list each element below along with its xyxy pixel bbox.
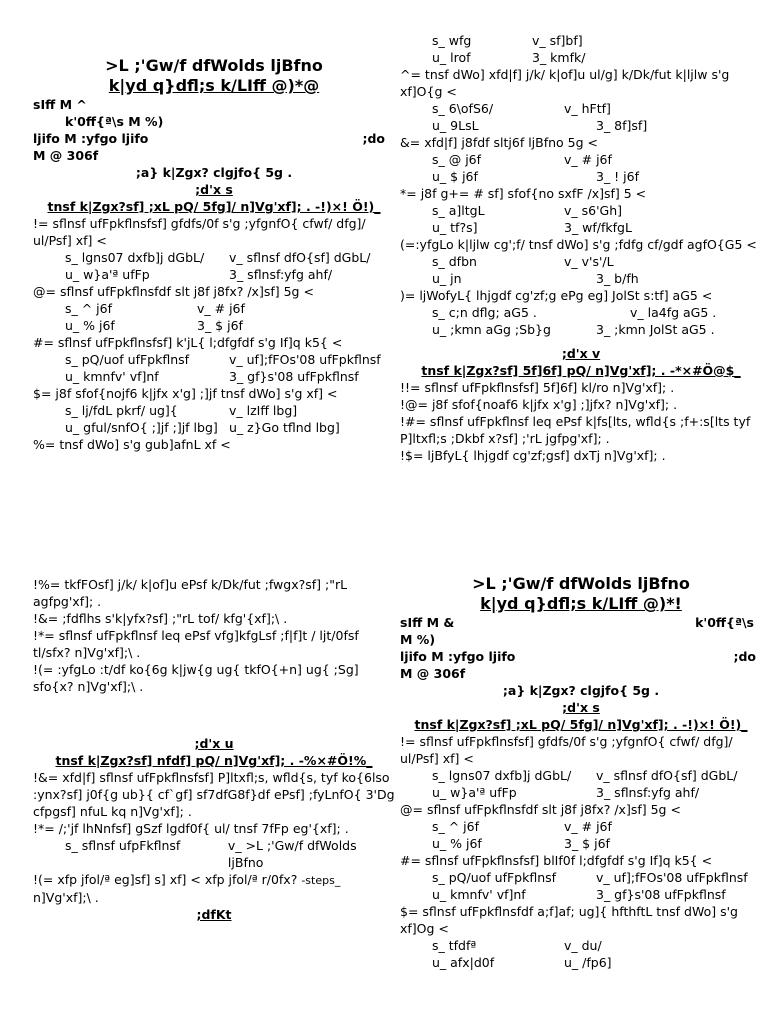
option: u_ tf?s] (432, 220, 478, 235)
option: 3_ sflnsf:yfg ahf/ (229, 267, 333, 282)
bottom-left-page (33, 576, 395, 923)
options-row (33, 249, 395, 266)
option: s_ @ j6f (432, 152, 482, 167)
options-row (400, 117, 762, 134)
option: s_ wfg (432, 33, 472, 48)
options-row (400, 49, 762, 66)
options-row (400, 202, 762, 219)
option: u_ afx|d0f (432, 955, 495, 970)
options-row (400, 835, 762, 852)
option: 3_ gf}s'08 ufFpkflnsf (229, 369, 359, 384)
question-9: (=:yfgLo k|ljlw cg';f/ tnsf dWo] s'g ;fdfg cf/gdf agfO{G5 < (400, 237, 757, 252)
options-row (400, 270, 762, 287)
option: u_ z}Go tflnd lbg] (229, 420, 340, 435)
group-heading: ;d'x s (562, 700, 600, 715)
all-compulsory-note: ;a} k|Zgx? clgjfo{ 5g . (502, 683, 660, 698)
question-1: != sflnsf ufFpkflnsfsf] gfdfs/0f s'g ;yfgnfO{ cfwf/ dfg]/ ul/Psf] xf] < (33, 216, 366, 248)
question-13: !#= sflnsf ufFpkflnsf leq ePsf k|fs[lts, wfld{s ;f+:s[lts tyf P]ltxfl;s ;Dkbf x?sf] ;'rL jgfpg'xf]; . (400, 414, 751, 446)
option: s_ c;n dflg; aG5 . (432, 305, 537, 320)
group-instruction: tnsf k|Zgx?sf] 5f]6f] pQ/ n]Vg'xf]; . -*×#Ö@$_ (421, 363, 741, 378)
option: u_ w}a'ª ufFp (432, 785, 517, 800)
option: v_ # j6f (564, 152, 612, 167)
options-row (33, 419, 395, 436)
question-3: #= sflnsf ufFpkflnsfsf] blIf0f l;dfgfdf s'g If]q k5{ < (400, 853, 713, 868)
all-compulsory-note: ;a} k|Zgx? clgjfo{ 5g . (135, 165, 293, 180)
full-marks-label: k'0ff{ª\s (695, 615, 754, 630)
time-value: M @ 306f (400, 666, 466, 681)
question-2: @= sflnsf ufFpkflnsfdf slt j8f j8fx? /x]sf] 5g < (33, 284, 314, 299)
group-instruction: tnsf k|Zgx?sf] ;xL pQ/ 5fg]/ n]Vg'xf]; . -!)×! Ö!)_ (414, 717, 748, 732)
options-row (400, 32, 762, 49)
option: v_ sflnsf dfO{sf] dGbL/ (596, 768, 738, 783)
school-title: >L ;'Gw/f dfWolds ljBfno (472, 574, 690, 593)
class-label: sIff M & (400, 615, 455, 630)
option: s_ 6\ofS6/ (432, 101, 494, 116)
group-instruction: tnsf k|Zgx?sf] nfdf] pQ/ n]Vg'xf]; . -%×#Ö!%_ (55, 753, 373, 768)
option: u_ lrof (432, 50, 471, 65)
options-row (400, 100, 762, 117)
option: v_ sflnsf dfO{sf] dGbL/ (229, 250, 371, 265)
option: v_ uf];fFOs'08 ufFpkflnsf (229, 352, 381, 367)
question-18: !(= :yfgLo :t/df ko{6g k|jw{g ug{ tkfO{+n] ug{ ;Sg] sfo{x? n]Vg'xf];\ . (33, 662, 359, 694)
options-row (400, 168, 762, 185)
subject-row (33, 130, 395, 147)
question-5: %= tnsf dWo] s'g gub]afnL xf < (33, 437, 231, 452)
option: 3_ ;kmn JolSt aG5 . (596, 322, 715, 337)
end-label: ;dfKt (196, 907, 232, 922)
options-row (400, 253, 762, 270)
options-row (33, 351, 395, 368)
time-value: M @ 306f (33, 148, 99, 163)
option: u_ w}a'ª ufFp (65, 267, 150, 282)
option: 3_ $ j6f (197, 318, 243, 333)
question-19: !&= xfd|f] sflnsf ufFpkflnsfsf] P]ltxfl;s, wfld{s, tyf ko{6lso :ynx?sf] j0f{g ub}{ cf`gf] sf7dfG8f}df ePsf] ;fyLnfO{ 3'Dg cfpgsf] nfuL kq n]Vg'xf]; . (33, 770, 395, 819)
option: s_ ^ j6f (65, 301, 113, 316)
option: v_ hFtf] (564, 101, 611, 116)
question-4: $= sflnsf ufFpkflnsfdf a;f]af; ug]{ hfthftL tnsf dWo] s'g xf]Og < (400, 904, 738, 936)
options-row (33, 837, 395, 871)
option: 3_ b/fh (596, 271, 639, 286)
option: s_ tfdfª (432, 938, 477, 953)
option: 3_ $ j6f (564, 836, 610, 851)
option: s_ ^ j6f (432, 819, 480, 834)
option: 3_ wf/fkfgL (564, 220, 632, 235)
option: s_ pQ/uof ufFpkflnsf (65, 352, 190, 367)
option: v_ du/ (564, 938, 602, 953)
option: v_ >L ;'Gw/f dfWolds ljBfno (227, 838, 357, 870)
option: v_ uf];fFOs'08 ufFpkflnsf (596, 870, 748, 885)
option: u_ /fp6] (564, 955, 612, 970)
top-right-page (400, 32, 762, 464)
option: 3_ kmfk/ (532, 50, 586, 65)
options-row (33, 368, 395, 385)
school-title: >L ;'Gw/f dfWolds ljBfno (105, 56, 323, 75)
options-row (400, 886, 762, 903)
option: v_ la4fg aG5 . (630, 305, 717, 320)
options-row (400, 219, 762, 236)
option: u_ ;kmn aGg ;Sb}g (432, 322, 551, 337)
option: v_ lzIff lbg] (229, 403, 298, 418)
question-1: != sflnsf ufFpkflnsfsf] gfdfs/0f s'g ;yfgnfO{ cfwf/ dfg]/ ul/Psf] xf] < (400, 734, 733, 766)
question-3: #= sflnsf ufFpkflnsfsf] k'jL{ l;dfgfdf s'g If]q k5{ < (33, 335, 343, 350)
options-row (400, 767, 762, 784)
full-marks-label: k'0ff{ª\s M %) (65, 114, 164, 129)
exam-title: k|yd q}dfl;s k/LIff @)*@ (108, 76, 320, 95)
options-row (400, 151, 762, 168)
option: s_ sflnsf ufpFkflnsf (65, 838, 181, 853)
group-instruction: tnsf k|Zgx?sf] ;xL pQ/ 5fg]/ n]Vg'xf]; . -!)×! Ö!)_ (47, 199, 381, 214)
question-21 (33, 871, 395, 906)
subject-label: ljifo M :yfgo ljifo (33, 131, 149, 146)
group-heading: ;d'x u (194, 736, 234, 751)
option: u_ jn (432, 271, 462, 286)
options-row (400, 784, 762, 801)
options-row (400, 869, 762, 886)
bottom-right-page (400, 574, 762, 971)
subject-row (400, 648, 762, 665)
question-14: !$= ljBfyL{ lhjgdf cg'zf;gsf] dxTj n]Vg'xf]; . (400, 448, 666, 463)
question-16: !&= ;fdflhs s'k|yfx?sf] ;"rL tof/ kfg'{xf];\ . (33, 611, 288, 626)
option: v_ v's'/L (564, 254, 614, 269)
class-label: sIff M ^ (33, 97, 87, 112)
question-12: !@= j8f sfof{noaf6 k|jfx x'g] ;]jfx? n]Vg'xf]; . (400, 397, 678, 412)
question-2: @= sflnsf ufFpkflnsfdf slt j8f j8fx? /x]sf] 5g < (400, 802, 681, 817)
question-21-end: n]Vg'xf];\ . (33, 890, 99, 905)
option: u_ % j6f (65, 318, 115, 333)
option: s_ pQ/uof ufFpkflnsf (432, 870, 557, 885)
top-left-page (33, 56, 395, 453)
question-7: &= xfd|f] j8fdf sltj6f ljBfno 5g < (400, 135, 599, 150)
question-21-steps: -steps_ (301, 874, 341, 887)
exam-title: k|yd q}dfl;s k/LIff @)*! (480, 594, 682, 613)
question-21-text: !(= xfp jfol/ª eg]sf] s] xf] < xfp jfol/ª r/0fx? (33, 872, 302, 887)
option: v_ s6'Gh] (564, 203, 623, 218)
question-11: !!= sflnsf ufFpkflnsfsf] 5f]6f] kl/ro n]Vg'xf]; . (400, 380, 675, 395)
question-4: $= j8f sfof{nojf6 k|jfx x'g] ;]jf tnsf dWo] s'g xf] < (33, 386, 338, 401)
option: s_ lgns07 dxfb]j dGbL/ (65, 250, 205, 265)
options-row (400, 954, 762, 971)
option: 3_ sflnsf:yfg ahf/ (596, 785, 700, 800)
option: s_ lj/fdL pkrf/ ug]{ (65, 403, 178, 418)
group-heading: ;d'x s (195, 182, 233, 197)
option: u_ $ j6f (432, 169, 478, 184)
option: u_ 9LsL (432, 118, 479, 133)
question-8: *= j8f g+= # sf] sfof{no sxfF /x]sf] 5 < (400, 186, 647, 201)
option: 3_ gf}s'08 ufFpkflnsf (596, 887, 726, 902)
option: u_ gful/snfO{ ;]jf ;]jf lbg] (65, 420, 218, 435)
options-row (400, 818, 762, 835)
options-row (400, 321, 762, 338)
question-15: !%= tkfFOsf] j/k/ k|of]u ePsf k/Dk/fut ;fwgx?sf] ;"rL agfpg'xf]; . (33, 577, 348, 609)
option: v_ sf]bf] (532, 33, 583, 48)
option: v_ # j6f (564, 819, 612, 834)
option: u_ % j6f (432, 836, 482, 851)
question-20: !*= /;'jf lhNnfsf] gSzf lgdf0f{ ul/ tnsf 7fFp eg'{xf]; . (33, 821, 349, 836)
option: 3_ ! j6f (596, 169, 639, 184)
class-row (400, 614, 762, 631)
question-10: )= ljWofyL{ lhjgdf cg'zf;g ePg eg] JolSt s:tf] aG5 < (400, 288, 713, 303)
options-row (33, 402, 395, 419)
time-label: ;do (733, 649, 756, 664)
full-marks-value: M %) (400, 632, 436, 647)
option: u_ kmnfv' vf]nf (65, 369, 159, 384)
time-label: ;do (362, 131, 385, 146)
options-row (33, 317, 395, 334)
question-6: ^= tnsf dWo] xfd|f] j/k/ k|of]u ul/g] k/Dk/fut k|ljlw s'g xf]O{g < (400, 67, 730, 99)
options-row (400, 937, 762, 954)
subject-label: ljifo M :yfgo ljifo (400, 649, 516, 664)
option: s_ lgns07 dxfb]j dGbL/ (432, 768, 572, 783)
question-17: !*= sflnsf ufFpkflnsf leq ePsf vfg]kfgLsf ;f|f]t / ljt/0fsf tl/sfx? n]Vg'xf];\ . (33, 628, 359, 660)
options-row (33, 266, 395, 283)
option: u_ kmnfv' vf]nf (432, 887, 526, 902)
group-heading: ;d'x v (561, 346, 601, 361)
options-row (33, 300, 395, 317)
options-row (400, 304, 762, 321)
option: s_ a]ltgL (432, 203, 485, 218)
option: 3_ 8f]sf] (596, 118, 648, 133)
option: s_ dfbn (432, 254, 477, 269)
option: v_ # j6f (197, 301, 245, 316)
